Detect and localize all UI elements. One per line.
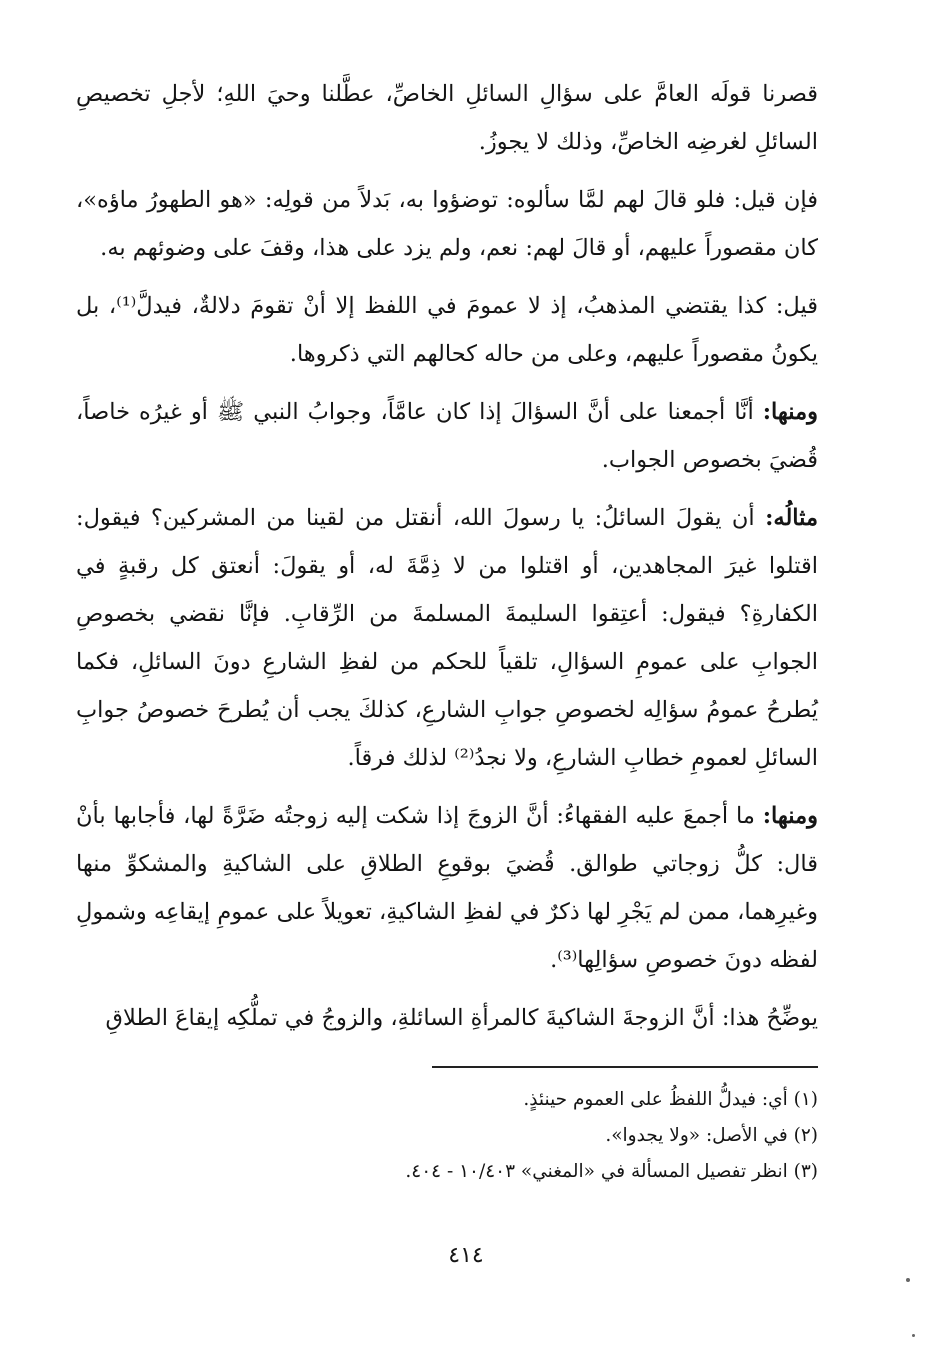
footnote-3: (٣) انظر تفصيل المسألة في «المغني» ١٠/٤٠٣ - ٤٠٤.: [405, 1161, 818, 1182]
paragraph-6: [76, 792, 818, 984]
paragraph-text: يوضِّحُ هذا: أنَّ الزوجةَ الشاكيةَ كالمرأةِ السائلةِ، والزوجُ في تملُّكِه إيقاعَ الطلاقِ: [105, 1005, 818, 1031]
paragraph-text: أنَّا أجمعنا على أنَّ السؤالَ إذا كان عامَّاً، وجوابُ النبي ﷺ أو غيرُه خاصاً، قُضيَ بخصوص الجواب.: [76, 399, 818, 473]
footnotes: [76, 1082, 818, 1190]
paragraph-text: قيل: كذا يقتضي المذهبُ، إذ لا عمومَ في اللفظ إلا أنْ تقومَ دلالةٌ، فيدلَّ⁽¹⁾، بل يكونُ مقصوراً عليهم، وعلى من حاله كحالهم التي ذكروها.: [76, 293, 818, 367]
paragraph-3: [76, 282, 818, 378]
footnote-2: (٢) في الأصل: «ولا يجدوا».: [605, 1125, 818, 1146]
paragraph-lead: مثالُه:: [765, 505, 818, 531]
page-number: ٤١٤: [448, 1243, 484, 1268]
paragraph-text: ما أجمعَ عليه الفقهاءُ: أنَّ الزوجَ إذا شكت إليه زوجتُه ضَرَّةً لها، فأجابها بأنْ قال: كلُّ زوجاتي طوالق. قُضيَ بوقوعِ الطلاقِ على الشاكيةِ والمشكوِّ منها وغيرِهما، ممن لم يَجْرِ لها ذكرٌ في لفظِ الشاكيةِ، تعويلاً على عمومِ إيقاعِه وشمولِ لفظه دونَ خصوصِ سؤالِها⁽³⁾.: [76, 803, 818, 973]
scan-speck: [912, 1334, 915, 1337]
paragraph-2: [76, 176, 818, 272]
paragraph-7: [76, 994, 818, 1042]
paragraph-lead: ومنها:: [762, 803, 818, 829]
paragraph-4: [76, 388, 818, 484]
paragraph-text: أن يقولَ السائلُ: يا رسولَ الله، أنقتل من لقينا من المشركين؟ فيقول: اقتلوا غيرَ المجاهدين، أو اقتلوا من لا ذِمَّةَ له، أو يقولَ: أنعتق كل رقبةٍ في الكفارةِ؟ فيقول: أعتِقوا السليمةَ المسلمةَ من الرِّقابِ. فإنَّا نقضي بخصوصِ الجوابِ على عمومِ السؤالِ، تلقياً للحكم من لفظِ الشارعِ دونَ السائلِ، فكما يُطرحُ عمومُ سؤالِه لخصوصِ جوابِ الشارعِ، كذلكَ يجب أن يُطرحَ خصوصُ جوابِ السائلِ لعمومِ خطابِ الشارعِ، ولا نجدُ⁽²⁾ لذلك فرقاً.: [76, 505, 818, 771]
paragraph-text: قصرنا قولَه العامَّ على سؤالِ السائلِ الخاصِّ، عطَّلنا وحيَ اللهِ؛ لأجلِ تخصيصِ السائلِ لغرضِه الخاصِّ، وذلك لا يجوزُ.: [76, 81, 818, 155]
paragraph-1: [76, 70, 818, 166]
footnote-1: (١) أي: فيدلُّ اللفظُ على العموم حينئذٍ.: [523, 1089, 818, 1110]
main-text: [76, 70, 818, 1052]
paragraph-text: فإن قيل: فلو قالَ لهم لمَّا سألوه: توضؤوا به، بَدلاً من قولِه: «هو الطهورُ ماؤه»، كان مقصوراً عليهم، أو قالَ لهم: نعم، ولم يزد على هذا، وقفَ على وضوئهم به.: [76, 187, 818, 261]
paragraph-lead: ومنها:: [762, 399, 818, 425]
scan-speck: [906, 1278, 910, 1282]
paragraph-5: [76, 494, 818, 782]
footnote-divider: [432, 1066, 818, 1068]
